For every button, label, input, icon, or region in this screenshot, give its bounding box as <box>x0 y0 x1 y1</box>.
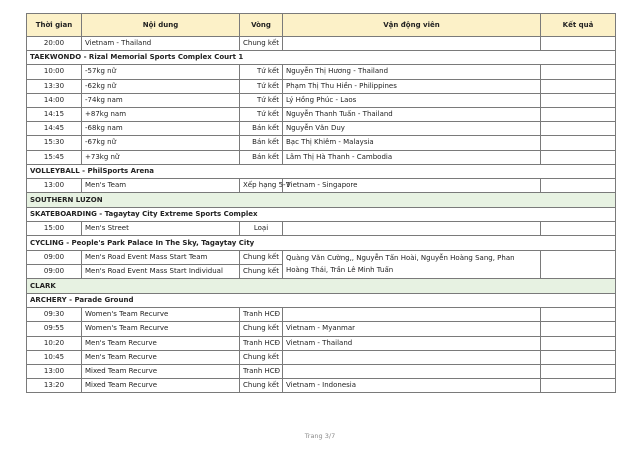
cell-content: -57kg nữ <box>82 65 240 79</box>
section-title: CYCLING - People's Park Palace In The Sky, Tagaytay City <box>27 236 616 250</box>
header-content: Nội dung <box>82 14 240 37</box>
section-taekwondo <box>27 51 616 65</box>
section-archery <box>27 294 616 308</box>
cell-time: 10:20 <box>27 336 82 350</box>
cell-time: 13:20 <box>27 379 82 393</box>
cell-time: 15:00 <box>27 222 82 236</box>
page-number: Trang 3/7 <box>304 432 336 440</box>
section-title: VOLLEYBALL - PhilSports Arena <box>27 164 616 178</box>
header-result: Kết quả <box>541 14 616 37</box>
section-volleyball <box>27 164 616 178</box>
cell-time: 14:00 <box>27 93 82 107</box>
cell-content: Mixed Team Recurve <box>82 364 240 378</box>
table-row <box>27 93 616 107</box>
cell-content: Men's Road Event Mass Start Individual <box>82 264 240 278</box>
region-southern-luzon <box>27 193 616 208</box>
cell-content: Women's Team Recurve <box>82 322 240 336</box>
cell-time: 10:00 <box>27 65 82 79</box>
cell-time: 14:15 <box>27 107 82 121</box>
cell-content: Men's Team Recurve <box>82 350 240 364</box>
section-title: TAEKWONDO - Rizal Memorial Sports Complex Court 1 <box>27 51 616 65</box>
cell-time: 15:30 <box>27 136 82 150</box>
cell-result <box>541 379 616 393</box>
cell-round: Bán kết <box>240 122 283 136</box>
cell-round: Tứ kết <box>240 107 283 121</box>
schedule-table <box>26 13 616 393</box>
cell-time: 20:00 <box>27 37 82 51</box>
cell-round: Chung kết <box>240 264 283 278</box>
cell-content: -67kg nữ <box>82 136 240 150</box>
cell-content: Mixed Team Recurve <box>82 379 240 393</box>
table-row <box>27 65 616 79</box>
cell-result <box>541 65 616 79</box>
table-row <box>27 350 616 364</box>
table-row <box>27 250 616 264</box>
cell-athletes <box>283 308 541 322</box>
table-row <box>27 379 616 393</box>
cell-content: +73kg nữ <box>82 150 240 164</box>
cell-athletes: Vietnam - Myanmar <box>283 322 541 336</box>
cell-round: Tứ kết <box>240 79 283 93</box>
cell-result <box>541 178 616 192</box>
cell-time: 09:30 <box>27 308 82 322</box>
cell-result <box>541 93 616 107</box>
cell-time: 13:30 <box>27 79 82 93</box>
cell-time: 09:55 <box>27 322 82 336</box>
cell-result <box>541 136 616 150</box>
cell-round: Tranh HCĐ <box>240 364 283 378</box>
cell-content: -68kg nam <box>82 122 240 136</box>
table-row <box>27 308 616 322</box>
cell-athletes <box>283 37 541 51</box>
cell-round: Tranh HCĐ <box>240 308 283 322</box>
cell-content: -74kg nam <box>82 93 240 107</box>
table-row <box>27 222 616 236</box>
region-title: CLARK <box>27 279 616 294</box>
cell-result <box>541 250 616 278</box>
cell-athletes <box>283 350 541 364</box>
table-row <box>27 136 616 150</box>
cell-result <box>541 350 616 364</box>
cell-content: Men's Street <box>82 222 240 236</box>
header-round: Vòng <box>240 14 283 37</box>
region-clark <box>27 279 616 294</box>
header-time: Thời gian <box>27 14 82 37</box>
cell-result <box>541 150 616 164</box>
cell-time: 10:45 <box>27 350 82 364</box>
cell-round: Loại <box>240 222 283 236</box>
table-row <box>27 336 616 350</box>
table-row <box>27 178 616 192</box>
cell-athletes: Bạc Thị Khiêm - Malaysia <box>283 136 541 150</box>
cell-result <box>541 364 616 378</box>
table-row <box>27 322 616 336</box>
cell-time: 13:00 <box>27 364 82 378</box>
cell-content: Women's Team Recurve <box>82 308 240 322</box>
cell-result <box>541 222 616 236</box>
cell-athletes <box>283 222 541 236</box>
table-row <box>27 107 616 121</box>
cell-athletes <box>283 364 541 378</box>
cell-round: Bán kết <box>240 150 283 164</box>
cell-result <box>541 122 616 136</box>
cell-time: 15:45 <box>27 150 82 164</box>
cell-result <box>541 37 616 51</box>
cell-athletes: Phạm Thị Thu Hiền - Philippines <box>283 79 541 93</box>
cell-result <box>541 322 616 336</box>
header-athletes: Vận động viên <box>283 14 541 37</box>
cell-content: Men's Team <box>82 178 240 192</box>
table-row <box>27 150 616 164</box>
cell-content: Vietnam - Thailand <box>82 37 240 51</box>
section-title: ARCHERY - Parade Ground <box>27 294 616 308</box>
cell-round: Tứ kết <box>240 93 283 107</box>
cell-athletes: Quàng Văn Cường,, Nguyễn Tấn Hoài, Nguyễn Hoàng Sang, Phan Hoàng Thái, Trần Lê Minh Tuấn <box>283 250 541 278</box>
cell-time: 09:00 <box>27 264 82 278</box>
cell-time: 13:00 <box>27 178 82 192</box>
cell-content: Men's Road Event Mass Start Team <box>82 250 240 264</box>
cell-athletes: Vietnam - Indonesia <box>283 379 541 393</box>
cell-round: Bán kết <box>240 136 283 150</box>
section-cycling <box>27 236 616 250</box>
section-title: SKATEBOARDING - Tagaytay City Extreme Sports Complex <box>27 208 616 222</box>
cell-round: Tranh HCĐ <box>240 336 283 350</box>
cell-athletes: Lý Hồng Phúc - Laos <box>283 93 541 107</box>
cell-athletes: Vietnam - Singapore <box>283 178 541 192</box>
cell-time: 09:00 <box>27 250 82 264</box>
cell-athletes: Nguyễn Thanh Tuấn - Thailand <box>283 107 541 121</box>
cell-round: Chung kết <box>240 350 283 364</box>
cell-round: Chung kết <box>240 322 283 336</box>
cell-athletes: Nguyễn Văn Duy <box>283 122 541 136</box>
cell-athletes: Lâm Thị Hà Thanh - Cambodia <box>283 150 541 164</box>
table-row <box>27 79 616 93</box>
cell-result <box>541 79 616 93</box>
table-row <box>27 364 616 378</box>
cell-result <box>541 336 616 350</box>
cell-content: -62kg nữ <box>82 79 240 93</box>
cell-result <box>541 308 616 322</box>
table-row <box>27 122 616 136</box>
region-title: SOUTHERN LUZON <box>27 193 616 208</box>
cell-content: Men's Team Recurve <box>82 336 240 350</box>
table-row <box>27 37 616 51</box>
cell-content: +87kg nam <box>82 107 240 121</box>
header-row <box>27 14 616 37</box>
cell-athletes: Nguyễn Thị Hương - Thailand <box>283 65 541 79</box>
cell-athletes: Vietnam - Thailand <box>283 336 541 350</box>
cell-round: Xếp hạng 5-7 <box>240 178 283 192</box>
cell-round: Chung kết <box>240 379 283 393</box>
cell-time: 14:45 <box>27 122 82 136</box>
cell-result <box>541 107 616 121</box>
section-skateboarding <box>27 208 616 222</box>
cell-round: Chung kết <box>240 250 283 264</box>
cell-round: Tứ kết <box>240 65 283 79</box>
cell-round: Chung kết <box>240 37 283 51</box>
